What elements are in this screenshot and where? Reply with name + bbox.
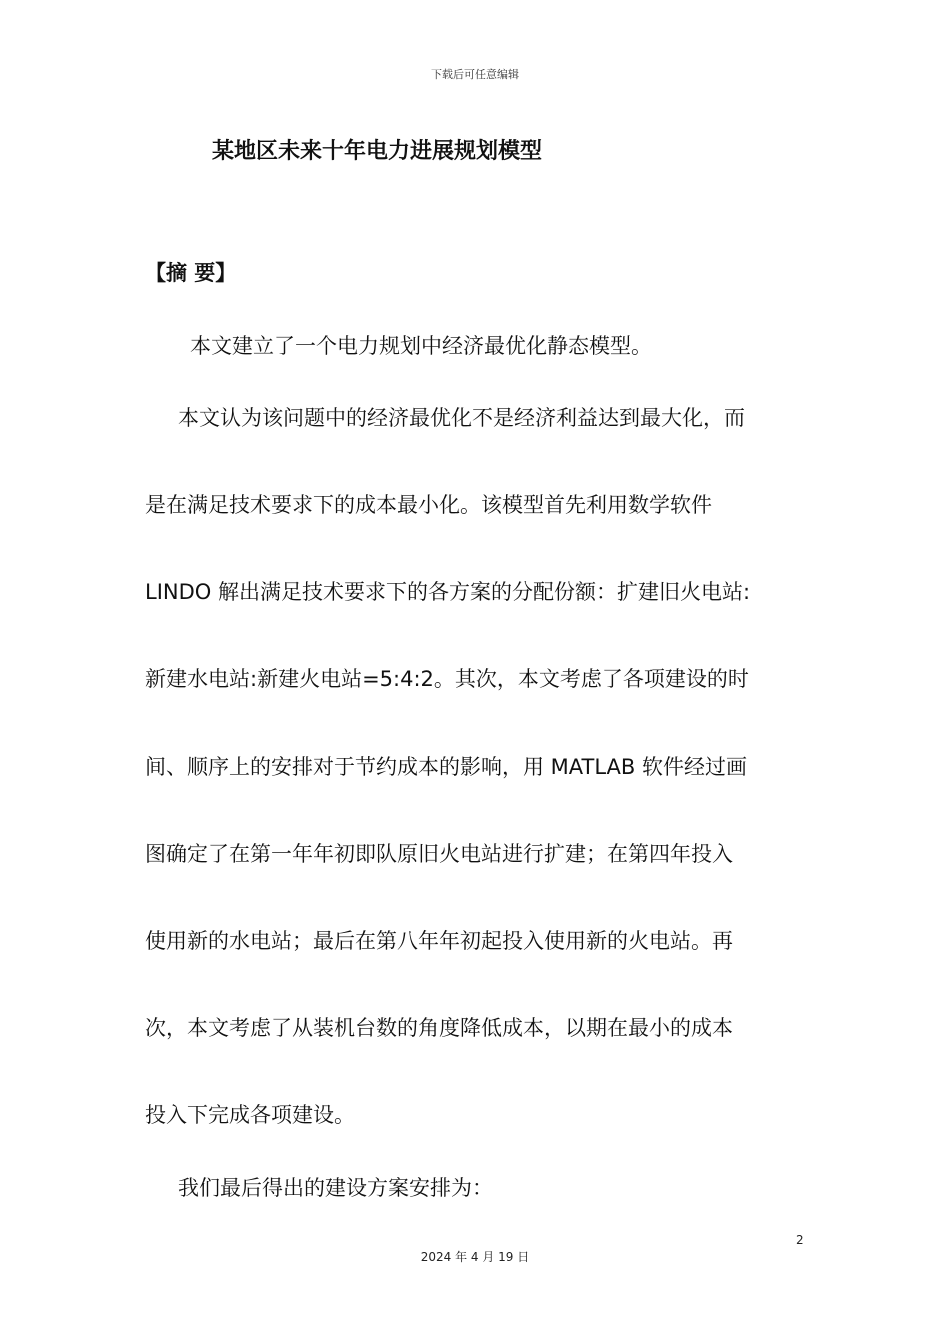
header-note: 下载后可任意编辑 [431,68,519,81]
abstract-line-6: 间、顺序上的安排对于节约成本的影响，用 MATLAB 软件经过画 [145,755,747,779]
abstract-line-2: 本文认为该问题中的经济最优化不是经济利益达到最大化，而 [178,406,745,430]
page-number: 2 [796,1233,804,1247]
abstract-line-1: 本文建立了一个电力规划中经济最优化静态模型。 [190,334,652,358]
abstract-line-7: 图确定了在第一年年初即队原旧火电站进行扩建；在第四年投入 [145,842,733,866]
abstract-line-9: 次，本文考虑了从装机台数的角度降低成本，以期在最小的成本 [145,1016,733,1040]
abstract-line-8: 使用新的水电站；最后在第八年年初起投入使用新的火电站。再 [145,929,733,953]
abstract-line-3: 是在满足技术要求下的成本最小化。该模型首先利用数学软件 [145,493,712,517]
document-title: 某地区未来十年电力进展规划模型 [212,139,543,164]
abstract-line-4: LINDO 解出满足技术要求下的各方案的分配份额：扩建旧火电站: [145,580,751,604]
abstract-line-10: 投入下完成各项建设。 [145,1103,355,1127]
abstract-heading: 【摘 要】 [145,261,237,285]
footer-date: 2024 年 4 月 19 日 [420,1250,530,1264]
abstract-line-5: 新建水电站:新建火电站=5:4:2。其次，本文考虑了各项建设的时 [145,667,749,691]
abstract-line-11: 我们最后得出的建设方案安排为： [178,1176,493,1200]
